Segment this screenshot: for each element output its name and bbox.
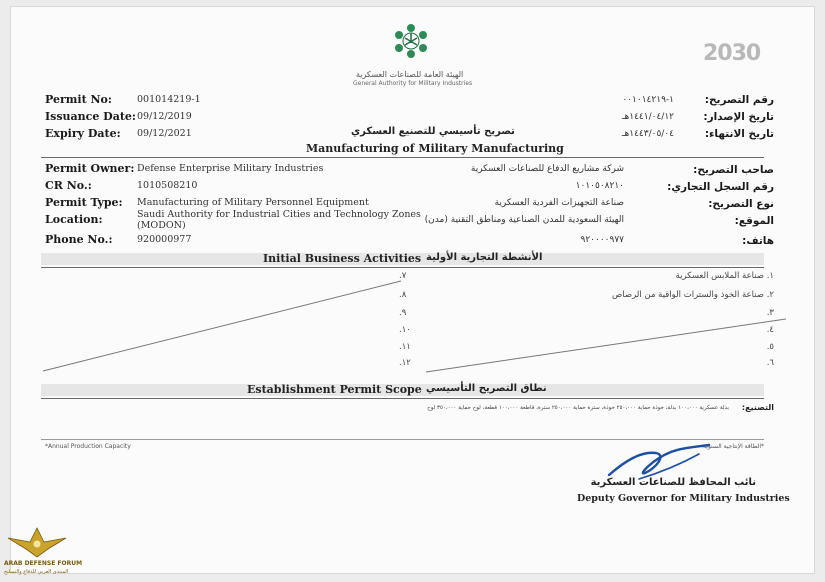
location-value-line2: (MODON) (137, 220, 186, 231)
phone-label: Phone No.: (45, 233, 113, 246)
activity-number: ٨. (399, 290, 407, 300)
document-title-ar: تصريح تأسيسي للتصنيع العسكري (351, 126, 515, 137)
footnote-ar: *الطاقة الإنتاجية السنوية (703, 443, 764, 450)
location-value-ar: الهيئة السعودية للمدن الصناعية ومناطق التقنية (مدن) (424, 215, 624, 225)
permit-type-value-ar: صناعة التجهيزات الفردية العسكرية (494, 198, 624, 208)
issuance-date-value: 09/12/2019 (137, 111, 192, 122)
location-label-ar: الموقع: (734, 215, 774, 227)
permit-no-label-ar: رقم التصريح: (704, 94, 774, 106)
cr-no-label-ar: رقم السجل التجاري: (667, 181, 774, 193)
cr-no-value: 1010508210 (137, 180, 198, 191)
divider (41, 398, 764, 399)
expiry-date-label: Expiry Date: (45, 127, 121, 140)
cr-no-value-ar: ١٠١٠٥٠٨٢١٠ (575, 181, 624, 191)
signatory-title-ar: نائب المحافظ للصناعات العسكرية (590, 477, 756, 488)
footnote-en: *Annual Production Capacity (45, 443, 131, 450)
cr-no-label: CR No.: (45, 179, 92, 192)
authority-name-ar: الهيئة العامة للصناعات العسكرية (356, 70, 464, 79)
permit-no-label: Permit No: (45, 93, 112, 106)
permit-type-label: Permit Type: (45, 196, 123, 209)
expiry-date-value-ar: ١٤٤٣/٠٥/٠٤هـ (621, 129, 674, 139)
gami-emblem-icon (391, 21, 431, 61)
activities-title-ar: الأنشطة التجارية الأولية (426, 252, 543, 263)
activity-number: ٩. (399, 308, 407, 318)
location-value: Saudi Authority for Industrial Cities and Technology Zones (137, 209, 421, 220)
activity-number: ١١. (399, 342, 411, 352)
phone-value: 920000977 (137, 234, 192, 245)
permit-type-label-ar: نوع التصريح: (708, 198, 774, 210)
activity-number: ١٢. (399, 358, 411, 368)
issuance-date-label-ar: تاريخ الإصدار: (703, 111, 774, 123)
permit-no-value: 001014219-1 (137, 94, 201, 105)
activity-item: ٦. (766, 358, 774, 368)
phone-label-ar: هاتف: (742, 235, 774, 247)
location-label: Location: (45, 213, 103, 226)
activity-item: ٣. (766, 308, 774, 318)
scope-title-en: Establishment Permit Scope (247, 383, 422, 396)
permit-no-value-ar: ١-٠٠١٠١٤٢١٩ (622, 95, 674, 105)
vision-2030-logo: 2030 (703, 41, 761, 66)
permit-owner-label-ar: صاحب التصريح: (693, 164, 774, 176)
activity-number: ١٠. (399, 325, 411, 335)
forum-watermark-text: ARAB DEFENSE FORUM (4, 560, 83, 567)
forum-watermark-text-ar: المنتدى العربي للدفاع والتسليح (4, 569, 69, 575)
document-title-en: Manufacturing of Military Manufacturing (306, 142, 564, 155)
permit-document (10, 6, 815, 574)
activity-item: ٢. صناعة الخوذ والسترات الواقية من الرصاص (611, 290, 774, 300)
phone-value-ar: ٩٢٠٠٠٠٩٧٧ (580, 235, 624, 245)
authority-name-en: General Authority for Military Industries (353, 80, 473, 87)
expiry-date-label-ar: تاريخ الانتهاء: (704, 128, 774, 140)
forum-eagle-logo-icon (6, 524, 68, 558)
divider (41, 267, 764, 268)
permit-type-value: Manufacturing of Military Personnel Equipment (137, 197, 369, 208)
activity-item: ١. صناعة الملابس العسكرية (675, 271, 774, 281)
expiry-date-value: 09/12/2021 (137, 128, 192, 139)
signatory-title-en: Deputy Governor for Military Industries (577, 493, 790, 504)
permit-owner-value-ar: شركة مشاريع الدفاع للصناعات العسكرية (470, 164, 624, 174)
activity-item: ٤. (766, 325, 774, 335)
activity-number: ٧. (399, 271, 407, 281)
scope-label-ar: التصنيع: (741, 403, 774, 412)
activity-item: ٥. (766, 342, 774, 352)
divider (41, 157, 764, 158)
signature-icon (601, 439, 721, 481)
permit-owner-label: Permit Owner: (45, 162, 135, 175)
scope-text-ar: بدلة عسكرية ١٠٠،٠٠٠ بدلة، خوذة حماية ٢٥٠،٠٠٠ خوذة، سترة حماية ٢٥٠،٠٠٠ سترة، قاطعة ١٠٠،٠٠٠ قطعة، لوح حماية ٣٥٠،٠٠٠ لوح (427, 405, 729, 411)
void-strike-lines (41, 269, 786, 379)
permit-owner-value: Defense Enterprise Military Industries (137, 163, 324, 174)
issuance-date-label: Issuance Date: (45, 110, 136, 123)
activities-title-en: Initial Business Activities (263, 252, 422, 265)
issuance-date-value-ar: ١٤٤١/٠٤/١٢هـ (621, 112, 674, 122)
scope-title-ar: نطاق التصريح التأسيسي (426, 383, 547, 394)
